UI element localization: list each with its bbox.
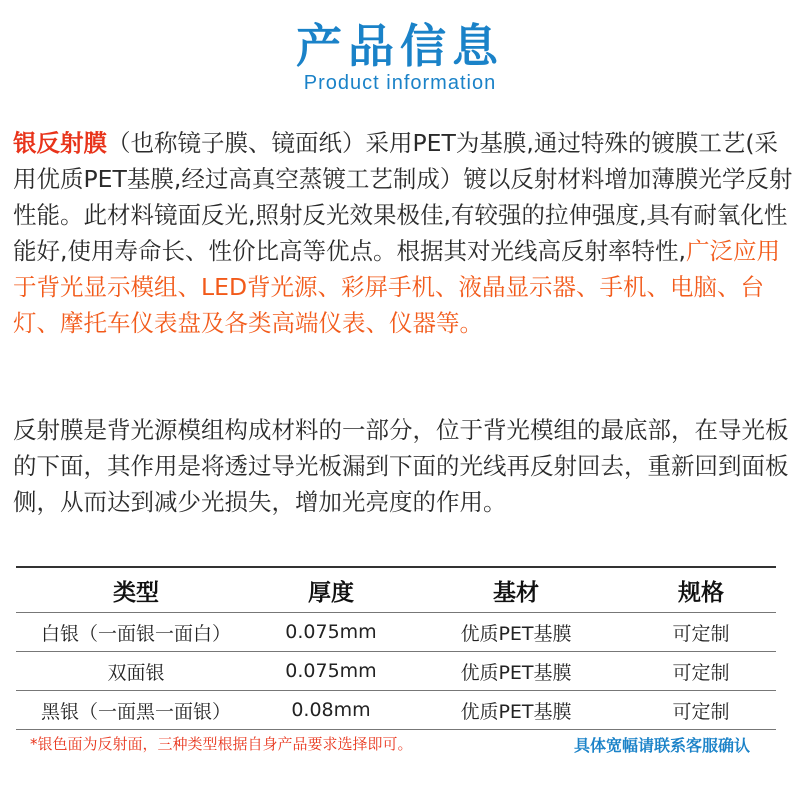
- cell-spec: 可定制: [672, 700, 730, 723]
- intro-text: （也称镜子膜、镜面纸）采用PET为基膜,通过特殊的镀膜工艺(采用优质PET基膜,经过高真空蒸镀工艺制成）镀以反射材料增加薄膜光学反射性能。此材料镜面反光,照射反光效果极佳,有较强的拉伸强度,具有耐氧化性能好,使用寿命长、性价比高等优点。根据其对光线高反射率特性,: [13, 129, 793, 265]
- footnote: *银色面为反射面，三种类型根据自身产品要求选择即可。: [30, 735, 413, 753]
- cell-thickness: 0.075mm: [285, 660, 377, 682]
- header-spec: 规格: [678, 579, 724, 606]
- cell-thickness: 0.075mm: [285, 621, 377, 643]
- page-subtitle: Product information: [303, 72, 497, 94]
- table-header-row: [16, 568, 776, 612]
- cell-base: 优质PET基膜: [460, 622, 572, 645]
- cell-type: 黑银（一面黑一面银）: [40, 700, 231, 723]
- cell-type: 白银（一面银一面白）: [40, 622, 231, 645]
- cell-spec: 可定制: [672, 622, 730, 645]
- cell-base: 优质PET基膜: [460, 661, 572, 684]
- spec-table: [16, 566, 776, 730]
- header-base: 基材: [493, 579, 539, 606]
- header-type: 类型: [113, 579, 159, 606]
- applications-text: 广泛应用于背光显示模组、LED背光源、彩屏手机、液晶显示器、手机、电脑、台灯、摩托车仪表盘及各类高端仪表、仪器等。: [13, 237, 780, 337]
- header-thickness: 厚度: [308, 579, 354, 606]
- table-rule: [16, 729, 776, 730]
- cell-spec: 可定制: [672, 661, 730, 684]
- page-title: 产品信息: [296, 19, 504, 73]
- page-header: [0, 18, 800, 95]
- table-row: [16, 691, 776, 729]
- description-paragraph: 反射膜是背光源模组构成材料的一部分，位于背光模组的最底部，在导光板的下面，其作用是将透过导光板漏到下面的光线再反射回去，重新回到面板侧，从而达到减少光损失，增加光亮度的作用。: [13, 416, 789, 516]
- contact-note: 具体宽幅请联系客服确认: [573, 736, 750, 755]
- table-row: [16, 652, 776, 690]
- cell-thickness: 0.08mm: [291, 699, 371, 721]
- cell-base: 优质PET基膜: [460, 700, 572, 723]
- product-term: 银反射膜: [13, 129, 107, 157]
- table-row: [16, 613, 776, 651]
- footer: [30, 733, 780, 754]
- intro-paragraph: [13, 125, 793, 341]
- cell-type: 双面银: [107, 661, 165, 684]
